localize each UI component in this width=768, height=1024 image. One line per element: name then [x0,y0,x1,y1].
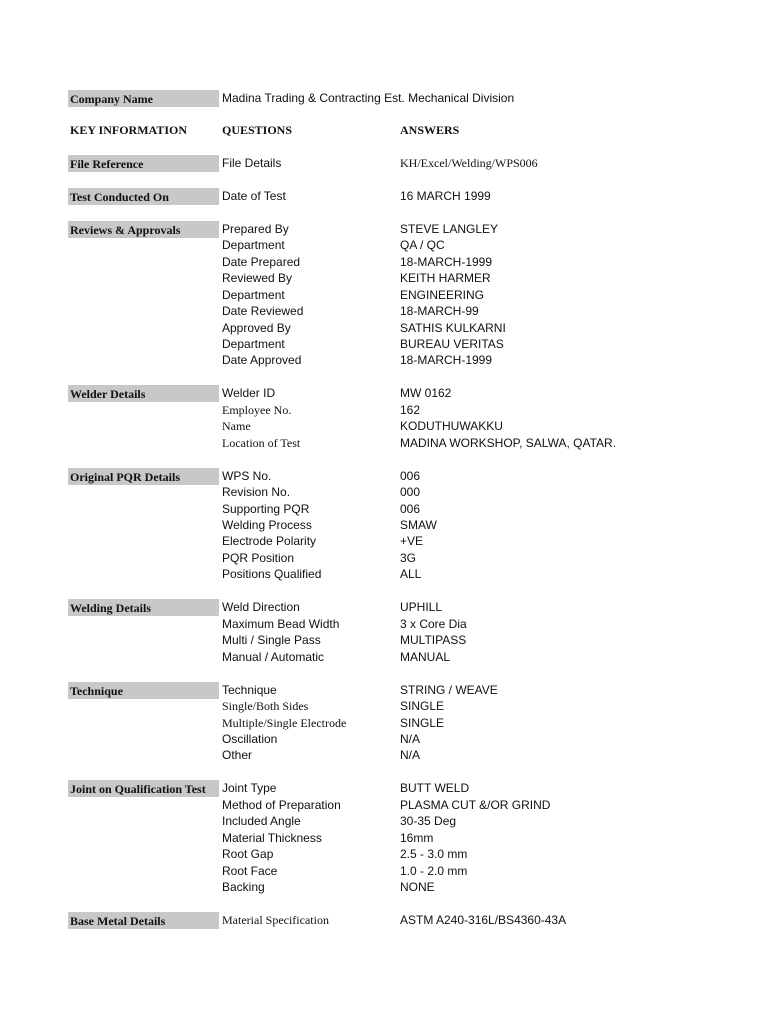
key-cell [68,237,219,254]
key-label: Base Metal Details [70,914,166,928]
answers-header: ANSWERS [400,123,460,137]
table-row [68,616,748,633]
key-cell [68,435,219,452]
key-label: Welding Details [70,601,152,615]
key-cell [68,484,219,501]
table-row [68,632,748,649]
key-cell [68,780,219,797]
question-cell: Multiple/Single Electrode [222,716,347,730]
key-label: Reviews & Approvals [70,223,181,237]
key-cell [68,879,219,896]
table-row [68,303,748,320]
answer-cell: 18-MARCH-1999 [400,255,493,269]
key-cell [68,418,219,435]
key-cell [68,336,219,353]
table-row [68,879,748,896]
key-information-header: KEY INFORMATION [70,123,187,137]
key-cell [68,501,219,518]
table-row [68,336,748,353]
answer-cell: 18-MARCH-99 [400,304,479,318]
key-label: File Reference [70,157,144,171]
question-cell: Root Gap [222,847,274,861]
answer-cell: 3G [400,551,417,565]
key-cell [68,550,219,567]
answer-cell: 2.5 - 3.0 mm [400,847,468,861]
answer-cell: STEVE LANGLEY [400,222,499,236]
key-cell [68,385,219,402]
answer-cell: SINGLE [400,699,445,713]
question-cell: Manual / Automatic [222,650,325,664]
question-cell: Weld Direction [222,600,300,614]
question-cell: Department [222,337,285,351]
key-cell [68,616,219,633]
question-cell: Backing [222,880,265,894]
question-cell: Date Reviewed [222,304,304,318]
answer-cell: KH/Excel/Welding/WPS006 [400,156,538,170]
question-cell: Oscillation [222,732,278,746]
table-row [68,418,748,435]
question-cell: Approved By [222,321,291,335]
question-cell: File Details [222,156,282,170]
answer-cell: QA / QC [400,238,445,252]
answer-cell: 162 [400,403,421,417]
question-cell: Location of Test [222,436,301,450]
key-cell [68,155,219,172]
key-label: Technique [70,684,123,698]
table-row [68,599,748,616]
answer-cell: PLASMA CUT &/OR GRIND [400,798,551,812]
table-row [68,320,748,337]
table-row [68,747,748,764]
table-row [68,780,748,797]
answer-cell: BUTT WELD [400,781,470,795]
answer-cell: SINGLE [400,716,445,730]
key-cell [68,303,219,320]
key-cell [68,517,219,534]
answer-cell: 3 x Core Dia [400,617,467,631]
table-row [68,287,748,304]
key-cell [68,287,219,304]
table-row [68,649,748,666]
key-cell [68,682,219,699]
table-row [68,435,748,452]
question-cell: Maximum Bead Width [222,617,340,631]
question-cell: Technique [222,683,277,697]
question-cell: Single/Both Sides [222,699,309,713]
table-row [68,155,748,172]
key-cell [68,632,219,649]
table-row [68,715,748,732]
answer-cell: 18-MARCH-1999 [400,353,493,367]
table-row [68,682,748,699]
key-cell [68,747,219,764]
answer-cell: 16mm [400,831,434,845]
key-label: Test Conducted On [70,190,169,204]
answer-cell: 000 [400,485,421,499]
table-row [68,863,748,880]
table-row [68,237,748,254]
answer-cell: MANUAL [400,650,451,664]
key-label: Original PQR Details [70,470,180,484]
key-cell [68,912,219,929]
key-cell [68,468,219,485]
table-row [68,566,748,583]
answer-cell: MADINA WORKSHOP, SALWA, QATAR. [400,436,617,450]
company-value: Madina Trading & Contracting Est. Mechanical Division [222,91,515,105]
question-cell: Electrode Polarity [222,534,317,548]
question-cell: PQR Position [222,551,295,565]
table-row [68,484,748,501]
answer-cell: ASTM A240-316L/BS4360-43A [400,913,567,927]
key-cell [68,188,219,205]
question-cell: Material Specification [222,913,329,927]
question-cell: WPS No. [222,469,272,483]
question-cell: Department [222,288,285,302]
key-cell [68,731,219,748]
question-cell: Date Approved [222,353,302,367]
table-row [68,912,748,929]
company-label-cell [68,90,219,107]
question-cell: Date Prepared [222,255,301,269]
question-cell: Material Thickness [222,831,322,845]
answer-cell: UPHILL [400,600,443,614]
table-row [68,385,748,402]
table-row [68,221,748,238]
key-cell [68,270,219,287]
question-cell: Welder ID [222,386,276,400]
answer-cell: 006 [400,502,421,516]
question-cell: Revision No. [222,485,291,499]
question-cell: Welding Process [222,518,312,532]
key-cell [68,715,219,732]
answer-cell: KEITH HARMER [400,271,491,285]
table-row [68,254,748,271]
question-cell: Included Angle [222,814,301,828]
question-cell: Department [222,238,285,252]
answer-cell: N/A [400,748,421,762]
question-cell: Positions Qualified [222,567,322,581]
question-cell: Root Face [222,864,278,878]
answer-cell: ALL [400,567,422,581]
key-label: Welder Details [70,387,146,401]
header-row [68,122,748,139]
table-row [68,188,748,205]
key-cell [68,797,219,814]
key-cell [68,846,219,863]
table-row [68,813,748,830]
table-row [68,550,748,567]
key-cell [68,830,219,847]
question-cell: Supporting PQR [222,502,310,516]
questions-header: QUESTIONS [222,123,293,137]
table-row [68,270,748,287]
table-row [68,797,748,814]
key-cell [68,863,219,880]
answer-cell: 006 [400,469,421,483]
answer-cell: STRING / WEAVE [400,683,498,697]
key-cell [68,533,219,550]
answer-cell: KODUTHUWAKKU [400,419,503,433]
answer-cell: MULTIPASS [400,633,467,647]
company-row [68,90,748,107]
table-row [68,402,748,419]
answer-cell: ENGINEERING [400,288,485,302]
company-label: Company Name [70,92,153,106]
table-row [68,698,748,715]
key-cell [68,352,219,369]
answer-cell: BUREAU VERITAS [400,337,504,351]
key-cell [68,813,219,830]
table-row [68,731,748,748]
answer-cell: 30-35 Deg [400,814,457,828]
question-cell: Date of Test [222,189,286,203]
answer-cell: +VE [400,534,424,548]
table-row [68,517,748,534]
question-cell: Name [222,419,251,433]
answer-cell: N/A [400,732,421,746]
question-cell: Reviewed By [222,271,293,285]
answer-cell: SMAW [400,518,437,532]
key-cell [68,599,219,616]
answer-cell: 1.0 - 2.0 mm [400,864,468,878]
question-cell: Other [222,748,253,762]
key-cell [68,698,219,715]
answer-cell: 16 MARCH 1999 [400,189,491,203]
key-cell [68,254,219,271]
table-row [68,846,748,863]
answer-cell: MW 0162 [400,386,452,400]
table-row [68,533,748,550]
question-cell: Joint Type [222,781,277,795]
question-cell: Method of Preparation [222,798,341,812]
table-row [68,352,748,369]
table-row [68,468,748,485]
key-label: Joint on Qualification Test [70,782,206,796]
key-cell [68,221,219,238]
key-cell [68,566,219,583]
table-row [68,830,748,847]
question-cell: Prepared By [222,222,289,236]
key-cell [68,402,219,419]
key-cell [68,320,219,337]
table-row [68,501,748,518]
answer-cell: NONE [400,880,435,894]
key-cell [68,649,219,666]
question-cell: Multi / Single Pass [222,633,321,647]
answer-cell: SATHIS KULKARNI [400,321,506,335]
question-cell: Employee No. [222,403,292,417]
